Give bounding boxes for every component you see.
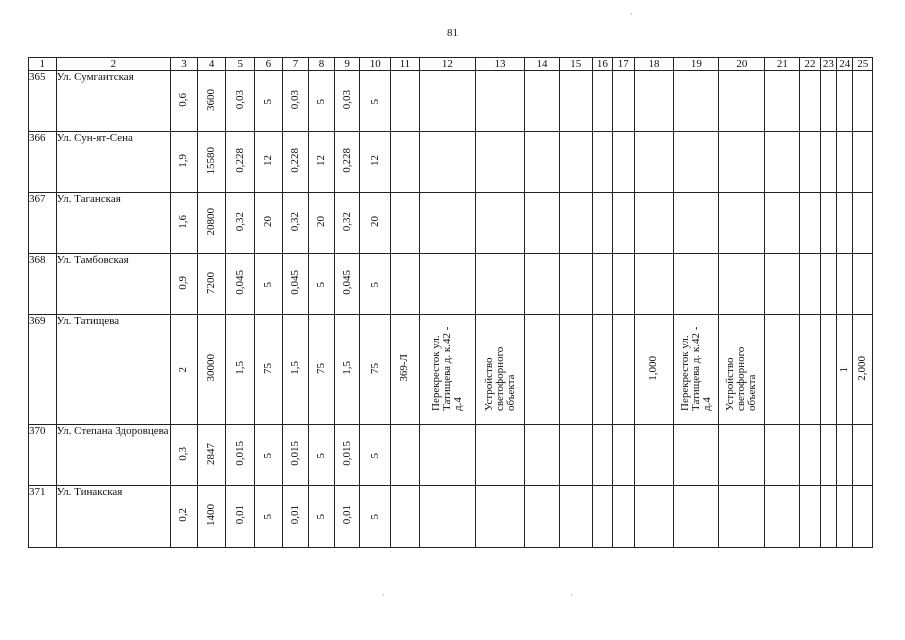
table-cell-col-19	[674, 193, 719, 254]
table-cell-col-4	[197, 315, 226, 425]
empty-cell	[559, 132, 592, 193]
empty-cell	[559, 71, 592, 132]
table-cell-col-8	[309, 315, 335, 425]
cell-value: 2,000	[856, 355, 869, 381]
table-cell-col-24	[837, 315, 853, 425]
table-cell-col-9	[334, 132, 360, 193]
empty-cell	[592, 486, 612, 548]
table-cell-col-9	[334, 254, 360, 315]
empty-cell	[559, 254, 592, 315]
table-row	[29, 486, 873, 548]
table-cell-col-25	[853, 193, 873, 254]
table-cell-col-6	[255, 425, 283, 486]
table-body	[29, 58, 873, 548]
table-cell-col-19	[674, 132, 719, 193]
cell-value: 0,03	[288, 89, 301, 110]
cell-value: 12	[261, 155, 274, 166]
cell-value: 5	[261, 98, 274, 104]
empty-cell	[559, 425, 592, 486]
table-cell-col-9	[334, 315, 360, 425]
empty-cell	[820, 315, 836, 425]
column-header: 13	[475, 58, 524, 71]
table-cell-col-5	[226, 425, 255, 486]
cell-value: Перекресток ул. Татищева д. к.42 - д.4	[429, 326, 464, 411]
table-cell-col-24	[837, 71, 853, 132]
table-cell-col-13	[475, 486, 524, 548]
table-cell-col-18	[634, 486, 674, 548]
table-row	[29, 254, 873, 315]
cell-value: 1,000	[647, 355, 660, 381]
cell-value: 0,015	[288, 441, 301, 466]
table-cell-col-4	[197, 71, 226, 132]
column-header: 17	[613, 58, 634, 71]
table-cell-col-11	[391, 254, 420, 315]
empty-cell	[525, 486, 560, 548]
cell-value: 369-Л	[398, 354, 411, 382]
empty-cell	[525, 315, 560, 425]
column-header: 25	[853, 58, 873, 71]
empty-cell	[800, 254, 820, 315]
table-cell-col-20	[719, 193, 765, 254]
empty-cell	[613, 315, 634, 425]
empty-cell	[592, 71, 612, 132]
table-cell-col-19	[674, 254, 719, 315]
table-cell-col-5	[226, 486, 255, 548]
empty-cell	[525, 425, 560, 486]
empty-cell	[592, 254, 612, 315]
cell-value: 5	[315, 452, 328, 458]
empty-cell	[525, 254, 560, 315]
empty-cell	[765, 486, 800, 548]
table-cell-col-3	[171, 425, 198, 486]
empty-cell	[765, 71, 800, 132]
empty-cell	[613, 132, 634, 193]
table-cell-col-6	[255, 315, 283, 425]
cell-value: 0,32	[288, 211, 301, 232]
empty-cell	[765, 254, 800, 315]
table-cell-col-24	[837, 254, 853, 315]
column-header: 21	[765, 58, 800, 71]
table-cell-col-6	[255, 193, 283, 254]
row-number: 370	[29, 425, 57, 486]
empty-cell	[800, 315, 820, 425]
table-cell-col-20	[719, 486, 765, 548]
cell-value: 0,6	[177, 92, 190, 107]
table-cell-col-6	[255, 132, 283, 193]
scan-speck: ·	[570, 590, 573, 600]
roads-table	[28, 57, 873, 548]
table-cell-col-8	[309, 486, 335, 548]
empty-cell	[765, 315, 800, 425]
table-cell-col-3	[171, 132, 198, 193]
table-cell-col-10	[360, 71, 391, 132]
cell-value: 0,03	[233, 89, 246, 110]
empty-cell	[613, 254, 634, 315]
table-cell-col-9	[334, 193, 360, 254]
table-cell-col-11	[391, 193, 420, 254]
table-row	[29, 425, 873, 486]
cell-value: 0,228	[340, 148, 353, 173]
table-cell-col-13	[475, 425, 524, 486]
empty-cell	[525, 193, 560, 254]
table-cell-col-18	[634, 425, 674, 486]
scan-speck: ·	[382, 590, 385, 600]
row-number: 365	[29, 71, 57, 132]
table-cell-col-19	[674, 425, 719, 486]
table-cell-col-6	[255, 71, 283, 132]
table-cell-col-20	[719, 132, 765, 193]
cell-value: 1,6	[177, 214, 190, 229]
cell-value: 20	[368, 216, 381, 227]
table-cell-col-3	[171, 254, 198, 315]
table-cell-col-4	[197, 254, 226, 315]
empty-cell	[613, 425, 634, 486]
cell-value: 0,32	[233, 211, 246, 232]
table-cell-col-11	[391, 315, 420, 425]
table-row	[29, 193, 873, 254]
cell-value: 5	[261, 452, 274, 458]
table-cell-col-24	[837, 425, 853, 486]
cell-value: 5	[368, 98, 381, 104]
table-cell-col-6	[255, 486, 283, 548]
table-cell-col-20	[719, 254, 765, 315]
table-cell-col-19	[674, 486, 719, 548]
table-cell-col-13	[475, 132, 524, 193]
table-cell-col-24	[837, 486, 853, 548]
empty-cell	[592, 425, 612, 486]
table-cell-col-24	[837, 132, 853, 193]
empty-cell	[800, 193, 820, 254]
street-name: Ул. Степана Здоровцева	[56, 425, 171, 486]
column-header: 22	[800, 58, 820, 71]
table-cell-col-25	[853, 486, 873, 548]
column-header: 16	[592, 58, 612, 71]
table-cell-col-12	[419, 315, 475, 425]
column-header: 4	[197, 58, 226, 71]
cell-value: 12	[368, 155, 381, 166]
table-cell-col-11	[391, 71, 420, 132]
empty-cell	[592, 132, 612, 193]
table-cell-col-11	[391, 425, 420, 486]
column-header: 11	[391, 58, 420, 71]
row-number: 369	[29, 315, 57, 425]
table-cell-col-25	[853, 425, 873, 486]
empty-cell	[800, 425, 820, 486]
empty-cell	[820, 486, 836, 548]
column-header: 18	[634, 58, 674, 71]
cell-value: Устройство светофорного объекта	[724, 346, 759, 411]
street-name: Ул. Сумгаитская	[56, 71, 171, 132]
cell-value: 1,9	[177, 153, 190, 168]
table-cell-col-10	[360, 315, 391, 425]
table-cell-col-12	[419, 254, 475, 315]
street-name: Ул. Сун-ят-Сена	[56, 132, 171, 193]
empty-cell	[765, 425, 800, 486]
cell-value: Перекресток ул. Татищева д. к.42 - д.4	[678, 326, 713, 411]
table-cell-col-25	[853, 71, 873, 132]
street-name: Ул. Таганская	[56, 193, 171, 254]
table-cell-col-5	[226, 71, 255, 132]
column-header: 8	[309, 58, 335, 71]
cell-value: 0,015	[340, 441, 353, 466]
table-cell-col-18	[634, 254, 674, 315]
cell-value: 1,5	[288, 361, 301, 375]
table-cell-col-7	[282, 254, 309, 315]
table-cell-col-25	[853, 132, 873, 193]
cell-value: 1	[838, 367, 851, 373]
table-cell-col-9	[334, 486, 360, 548]
table-cell-col-4	[197, 193, 226, 254]
empty-cell	[820, 132, 836, 193]
table-row	[29, 315, 873, 425]
table-cell-col-12	[419, 132, 475, 193]
cell-value: 5	[368, 514, 381, 520]
cell-value: 0,01	[233, 505, 246, 525]
cell-value: 0,045	[233, 270, 246, 295]
column-header: 6	[255, 58, 283, 71]
cell-value: 0,9	[177, 275, 190, 290]
table-cell-col-7	[282, 486, 309, 548]
table-cell-col-20	[719, 425, 765, 486]
table-cell-col-8	[309, 425, 335, 486]
cell-value: 0,3	[177, 446, 190, 461]
table-row	[29, 71, 873, 132]
empty-cell	[592, 315, 612, 425]
table-cell-col-4	[197, 486, 226, 548]
table-cell-col-8	[309, 193, 335, 254]
cell-value: 75	[368, 362, 381, 374]
cell-value: 5	[261, 514, 274, 520]
column-header: 24	[837, 58, 853, 71]
table-cell-col-10	[360, 254, 391, 315]
column-header: 7	[282, 58, 309, 71]
column-header: 23	[820, 58, 836, 71]
cell-value: Устройство светофорного объекта	[482, 346, 517, 411]
cell-value: 75	[261, 362, 274, 374]
street-name: Ул. Татищева	[56, 315, 171, 425]
cell-value: 20800	[205, 207, 218, 236]
table-cell-col-4	[197, 132, 226, 193]
table-cell-col-5	[226, 254, 255, 315]
empty-cell	[820, 193, 836, 254]
table-cell-col-7	[282, 71, 309, 132]
column-header: 14	[525, 58, 560, 71]
column-header: 1	[29, 58, 57, 71]
cell-value: 2847	[205, 442, 218, 465]
row-number: 367	[29, 193, 57, 254]
cell-value: 5	[315, 98, 328, 104]
cell-value: 1,5	[340, 361, 353, 375]
table-cell-col-20	[719, 315, 765, 425]
cell-value: 0,045	[288, 270, 301, 295]
table-cell-col-7	[282, 132, 309, 193]
table-cell-col-12	[419, 486, 475, 548]
cell-value: 30000	[205, 354, 218, 382]
empty-cell	[559, 315, 592, 425]
cell-value: 5	[368, 281, 381, 287]
cell-value: 12	[315, 155, 328, 166]
cell-value: 0,045	[340, 270, 353, 295]
table-cell-col-25	[853, 254, 873, 315]
column-header: 5	[226, 58, 255, 71]
empty-cell	[820, 71, 836, 132]
table-cell-col-11	[391, 132, 420, 193]
scan-speck: ·	[630, 9, 633, 19]
empty-cell	[820, 425, 836, 486]
cell-value: 7200	[205, 271, 218, 294]
table-cell-col-5	[226, 315, 255, 425]
row-number: 371	[29, 486, 57, 548]
table-cell-col-10	[360, 132, 391, 193]
empty-cell	[613, 71, 634, 132]
table-cell-col-3	[171, 486, 198, 548]
cell-value: 0,01	[340, 505, 353, 525]
empty-cell	[800, 71, 820, 132]
cell-value: 0,32	[340, 211, 353, 232]
table-row	[29, 132, 873, 193]
table-cell-col-8	[309, 254, 335, 315]
cell-value: 20	[315, 216, 328, 227]
table-cell-col-13	[475, 315, 524, 425]
table-cell-col-20	[719, 71, 765, 132]
column-header: 20	[719, 58, 765, 71]
cell-value: 5	[315, 514, 328, 520]
table-cell-col-5	[226, 193, 255, 254]
street-name: Ул. Тинакская	[56, 486, 171, 548]
empty-cell	[559, 193, 592, 254]
empty-cell	[765, 132, 800, 193]
table-cell-col-3	[171, 71, 198, 132]
table-cell-col-8	[309, 132, 335, 193]
empty-cell	[592, 193, 612, 254]
cell-value: 20	[261, 216, 274, 227]
cell-value: 1400	[205, 504, 218, 526]
empty-cell	[800, 486, 820, 548]
table-cell-col-24	[837, 193, 853, 254]
cell-value: 3600	[205, 88, 218, 111]
empty-cell	[800, 132, 820, 193]
column-header: 9	[334, 58, 360, 71]
empty-cell	[820, 254, 836, 315]
table-cell-col-18	[634, 315, 674, 425]
table-cell-col-6	[255, 254, 283, 315]
table-cell-col-9	[334, 425, 360, 486]
cell-value: 0,03	[340, 89, 353, 110]
table-cell-col-7	[282, 425, 309, 486]
row-number: 366	[29, 132, 57, 193]
empty-cell	[559, 486, 592, 548]
empty-cell	[613, 193, 634, 254]
table-cell-col-8	[309, 71, 335, 132]
column-header: 10	[360, 58, 391, 71]
cell-value: 0,015	[233, 441, 246, 466]
column-header: 19	[674, 58, 719, 71]
table-cell-col-12	[419, 425, 475, 486]
street-name: Ул. Тамбовская	[56, 254, 171, 315]
cell-value: 0,228	[233, 148, 246, 173]
empty-cell	[525, 132, 560, 193]
table-cell-col-4	[197, 425, 226, 486]
table-cell-col-7	[282, 193, 309, 254]
table-cell-col-10	[360, 193, 391, 254]
table-cell-col-10	[360, 425, 391, 486]
table-cell-col-12	[419, 193, 475, 254]
table-cell-col-3	[171, 193, 198, 254]
cell-value: 5	[261, 281, 274, 287]
table-cell-col-13	[475, 193, 524, 254]
table-cell-col-12	[419, 71, 475, 132]
cell-value: 0,228	[288, 148, 301, 173]
table-cell-col-3	[171, 315, 198, 425]
cell-value: 15580	[205, 146, 218, 175]
table-cell-col-18	[634, 71, 674, 132]
cell-value: 2	[177, 367, 190, 373]
table-cell-col-5	[226, 132, 255, 193]
table-cell-col-7	[282, 315, 309, 425]
table-cell-col-19	[674, 71, 719, 132]
table-cell-col-13	[475, 71, 524, 132]
empty-cell	[765, 193, 800, 254]
cell-value: 5	[368, 452, 381, 458]
cell-value: 1,5	[233, 361, 246, 375]
page-number: 81	[447, 27, 458, 39]
cell-value: 0,2	[177, 508, 190, 522]
table-cell-col-10	[360, 486, 391, 548]
table-cell-col-9	[334, 71, 360, 132]
column-header: 12	[419, 58, 475, 71]
cell-value: 75	[315, 362, 328, 374]
column-header: 15	[559, 58, 592, 71]
table-cell-col-19	[674, 315, 719, 425]
table-cell-col-18	[634, 132, 674, 193]
table-cell-col-11	[391, 486, 420, 548]
column-header-row	[29, 58, 873, 71]
row-number: 368	[29, 254, 57, 315]
table-cell-col-25	[853, 315, 873, 425]
table-cell-col-18	[634, 193, 674, 254]
column-header: 2	[56, 58, 171, 71]
cell-value: 0,01	[288, 505, 301, 525]
column-header: 3	[171, 58, 198, 71]
empty-cell	[525, 71, 560, 132]
table-cell-col-13	[475, 254, 524, 315]
empty-cell	[613, 486, 634, 548]
cell-value: 5	[315, 281, 328, 287]
